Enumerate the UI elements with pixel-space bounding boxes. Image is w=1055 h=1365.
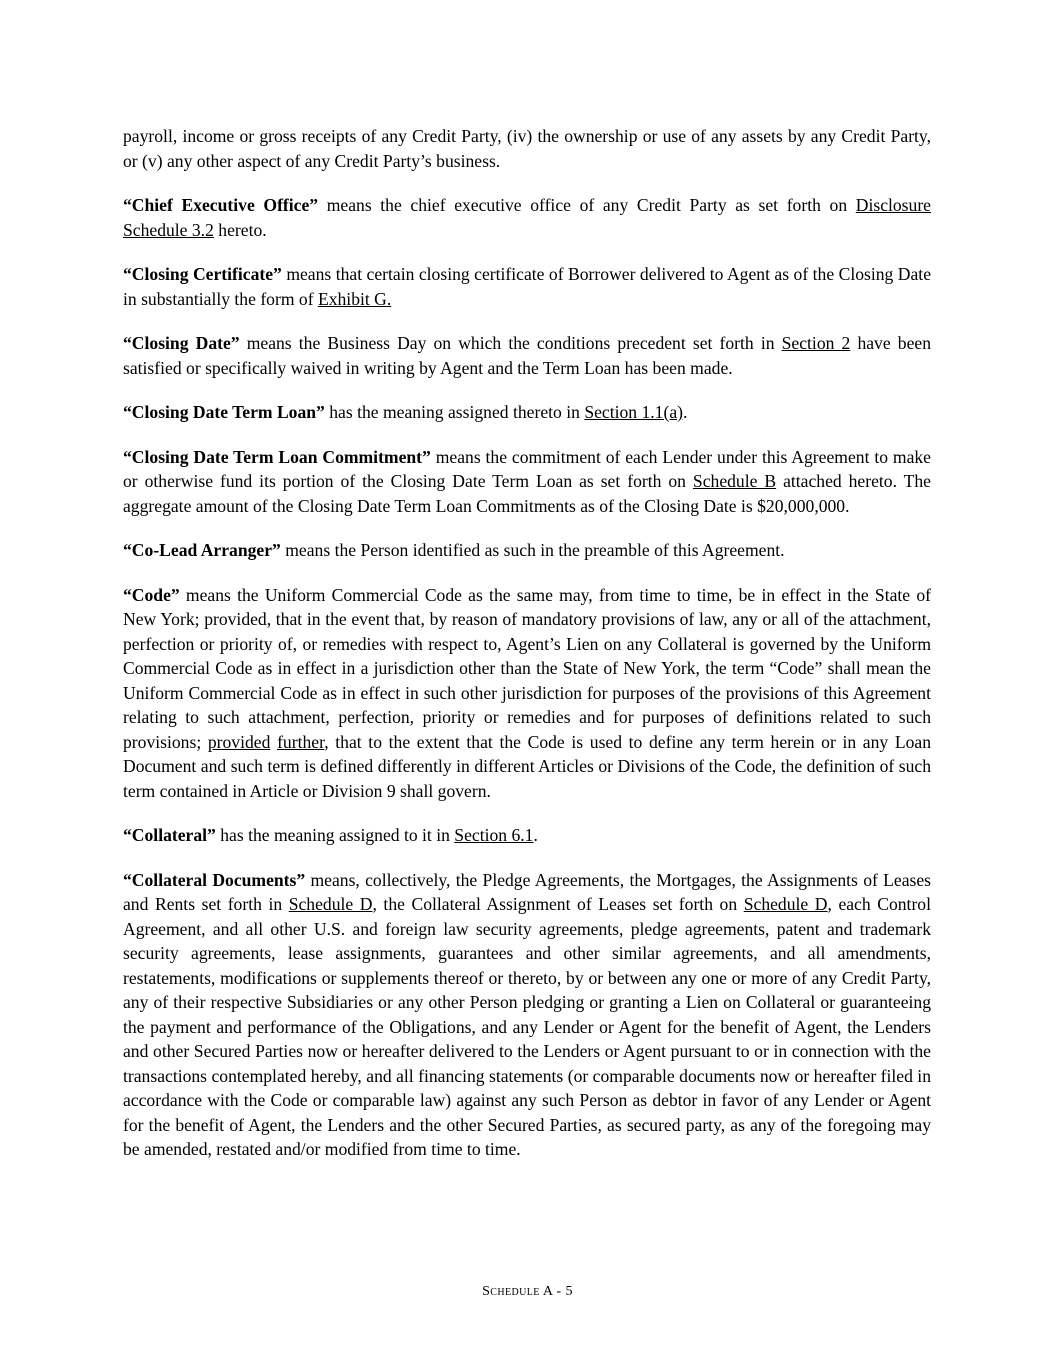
text-run: payroll, income or gross receipts of any Credit Party, (iv) the ownership or use of any assets by any Credit Party, or (v) any other aspect of any Credit Party’s business. <box>123 126 931 171</box>
cross-reference: Section 1.1(a) <box>584 402 684 422</box>
text-run: means the chief executive office of any Credit Party as set forth on <box>318 195 856 215</box>
text-run: means, collectively, the Pledge Agreements, the Mortgages, the Assignments of Leases and Rents set forth in <box>123 869 932 914</box>
paragraph <box>123 868 931 1162</box>
paragraph <box>123 262 931 311</box>
defined-term: “Collateral” <box>123 825 216 845</box>
defined-term: “Collateral Documents” <box>123 869 306 890</box>
text-run: means the Uniform Commercial Code as the same may, from time to time, be in effect in the State of New York; provided, that in the event that, by reason of mandatory provisions of law, any or all of the attachment, perfection or priority of, or remedies with respect to, Agent’s Lien on any Collateral is governed by the Uniform Commercial Code as in effect in a jurisdiction other than the State of New York, the term “Code” shall mean the Uniform Commercial Code as in effect in such other jurisdiction for purposes of the provisions of this Agreement relating to such attachment, perfection, priority or remedies and for purposes of definitions related to such provisions; <box>123 584 931 752</box>
text-run: attached hereto. The aggregate amount of the Closing Date Term Loan Commitments as of the Closing Date is $20,000,000. <box>123 471 931 516</box>
cross-reference: provided <box>207 731 271 752</box>
page-footer: Schedule A - 5 <box>482 1284 573 1299</box>
text-run: means the Person identified as such in the preamble of this Agreement. <box>280 540 785 560</box>
cross-reference: Exhibit G. <box>317 288 392 309</box>
paragraph <box>123 445 931 519</box>
defined-term: “Closing Certificate” <box>123 264 282 284</box>
paragraph <box>123 400 931 425</box>
paragraph <box>123 193 931 242</box>
defined-term: “Closing Date Term Loan” <box>123 402 325 422</box>
text-run: has the meaning assigned thereto in <box>324 402 585 422</box>
text-run: means that certain closing certificate of Borrower delivered to Agent as of the Closing Date in substantially the form of <box>123 264 931 309</box>
defined-term: “Chief Executive Office” <box>123 195 319 215</box>
cross-reference: Disclosure Schedule 3.2 <box>123 195 931 240</box>
cross-reference: Schedule B <box>692 471 777 491</box>
text-run: . <box>533 825 538 845</box>
defined-term: “Code” <box>123 584 180 605</box>
cross-reference: further <box>277 731 325 752</box>
document-body <box>123 124 931 1182</box>
text-run: , each Control Agreement, and all other U.S. and foreign law security agreements, pledge agreements, patent and trademark security agreements, lease assignments, guarantees and other similar agreements, and all amendments, restatements, modifications or supplements thereof or thereto, by or between any one or more of any Credit Party, any of their respective Subsidiaries or any other Person pledging or granting a Lien on Collateral or guaranteeing the payment and performance of the Obligations, and any Lender or Agent for the benefit of Agent, the Lenders and other Secured Parties now or hereafter delivered to the Lenders or Agent pursuant to or in connection with the transactions contemplated hereby, and all financing statements (or comparable documents now or hereafter filed in accordance with the Code or comparable law) against any such Person as debtor in favor of any Lender or Agent for the benefit of Agent, the Lenders and the other Secured Parties, as secured party, as any of the foregoing may be amended, restated and/or modified from time to time. <box>123 894 931 1159</box>
paragraph <box>123 124 931 173</box>
paragraph <box>123 331 931 380</box>
cross-reference: Section 2 <box>781 333 851 353</box>
cross-reference: Section 6.1 <box>454 825 534 845</box>
defined-term: “Closing Date” <box>123 333 240 353</box>
text-run: , the Collateral Assignment of Leases set forth on <box>372 894 744 914</box>
text-run: have been satisfied or specifically waived in writing by Agent and the Term Loan has been made. <box>123 333 931 378</box>
text-run: means the Business Day on which the conditions precedent set forth in <box>239 333 782 353</box>
cross-reference: Schedule D <box>743 894 828 914</box>
text-run: hereto. <box>213 219 267 240</box>
paragraph <box>123 823 931 848</box>
paragraph <box>123 538 931 563</box>
defined-term: “Co-Lead Arranger” <box>123 540 281 560</box>
cross-reference: Schedule D <box>288 894 373 914</box>
text-run: . <box>683 402 688 422</box>
defined-term: “Closing Date Term Loan Commitment” <box>123 446 431 467</box>
paragraph <box>123 583 931 804</box>
text-run: means the commitment of each Lender under this Agreement to make or otherwise fund its portion of the Closing Date Term Loan as set forth on <box>123 446 931 491</box>
text-run: has the meaning assigned to it in <box>215 825 455 845</box>
text-run: , that to the extent that the Code is used to define any term herein or in any Loan Document and such term is defined differently in different Articles or Divisions of the Code, the definition of such term contained in Article or Division 9 shall govern. <box>123 731 931 801</box>
